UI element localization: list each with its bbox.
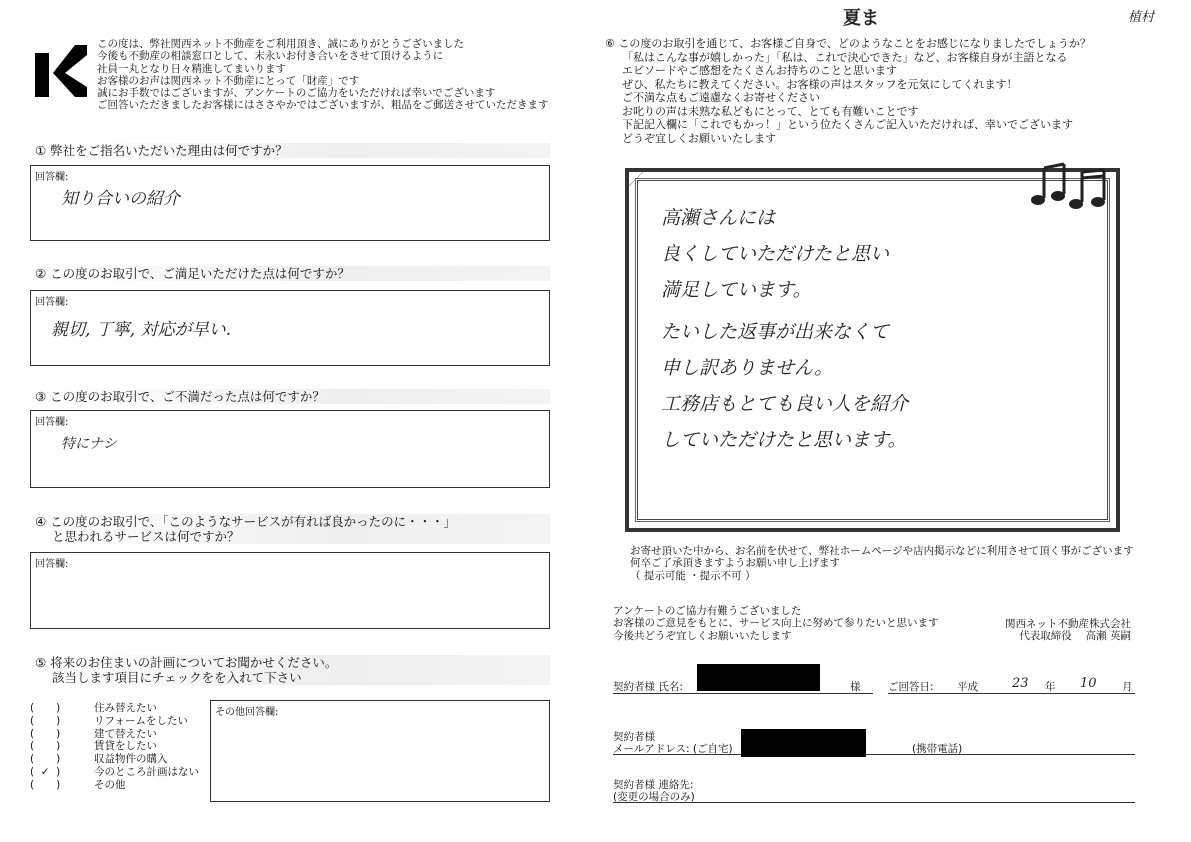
intro-text <box>97 38 549 112</box>
option-label: 収益物件の購入 <box>94 753 168 766</box>
q4-question <box>35 514 550 544</box>
redacted-name <box>697 664 820 691</box>
q2-question: ② この度のお取引で、ご満足いただけた点は何ですか？ <box>35 266 550 281</box>
email-label-line: メールアドレス: (ご自宅) <box>613 743 733 756</box>
plan-option[interactable] <box>30 702 199 715</box>
year-unit: 年 <box>1045 681 1056 693</box>
q3-question: ③ この度のお取引で、ご不満だった点は何ですか？ <box>35 389 550 404</box>
email-label <box>613 731 733 756</box>
q2-answer-box[interactable] <box>30 290 550 366</box>
q1-answer-box[interactable] <box>30 165 550 241</box>
answer-line: 満足しています。 <box>661 279 812 301</box>
answer-year: 23 <box>1012 676 1029 691</box>
handwritten-note: 夏ま <box>843 8 879 29</box>
q6-line: ぜひ、私たちに教えてください。お客様の声はスタッフを元気にしてくれます！ <box>622 77 1018 91</box>
q6-answer <box>661 200 908 458</box>
answer-line: していただけたと思います。 <box>661 429 907 451</box>
checkbox[interactable]: ( ) <box>30 714 61 727</box>
option-label: 賃貸をしたい <box>94 740 157 753</box>
company-logo <box>35 45 87 97</box>
q5-question <box>35 655 550 685</box>
intro-line: 社員一丸となり日々精進してまいります <box>97 62 286 75</box>
plan-option[interactable] <box>30 766 199 779</box>
checkbox[interactable]: ( ) <box>30 753 61 766</box>
answer-label: 回答欄: <box>35 172 69 183</box>
other-answer-label: その他回答欄: <box>215 707 279 718</box>
answer-line: 高瀬さんには <box>661 207 776 229</box>
notice-line: お寄せ頂いた中から、お名前を伏せて、弊社ホームページや店内掲示などに利用させて頂く事がございます <box>630 545 1134 557</box>
q3-answer-box[interactable] <box>30 410 550 488</box>
option-label: 建て替えたい <box>94 727 157 740</box>
company-signature <box>1005 618 1131 643</box>
intro-line: この度は、弊社関西ネット不動産をご利用頂き、誠にありがとうございました <box>97 38 465 50</box>
thanks-line: アンケートのご協力有難うございました <box>613 605 802 617</box>
thanks-line: 今後共どうぞ宜しくお願いいたします <box>613 629 792 642</box>
answer-label: 回答欄: <box>35 417 69 428</box>
name-label: 契約者様 氏名: <box>613 681 683 693</box>
company-name: 関西ネット不動産株式会社 <box>1005 618 1131 630</box>
era: 平成 <box>957 681 978 693</box>
checkbox[interactable]: ( ) <box>30 778 61 791</box>
checkbox[interactable]: ( ) <box>30 702 61 714</box>
q6-line: エピソードやご感想をたくさんお持ちのことと思います <box>622 64 897 77</box>
q5-other-answer-box[interactable] <box>210 700 550 802</box>
q5-options <box>30 702 199 792</box>
checkbox[interactable]: ( ) <box>30 740 61 753</box>
publication-notice <box>630 545 1134 582</box>
contact-label-line: (変更の場合のみ) <box>613 791 695 804</box>
mobile-label: (携帯電話) <box>912 743 963 755</box>
handwritten-note: 植村 <box>1128 10 1155 25</box>
option-label: 住み替えたい <box>94 702 157 714</box>
checkbox[interactable]: ( ) <box>30 727 61 740</box>
option-label: リフォームをしたい <box>94 714 188 727</box>
q1-question: ① 弊社をご指名いただいた理由は何ですか？ <box>35 143 550 158</box>
q2-answer: 親切, 丁寧, 対応が早い. <box>51 320 232 340</box>
q6-line: ⑥ この度のお取引を通じて、お客様ご自身で、どのようなことをお感じになりましたでしょうか？ <box>605 37 1091 50</box>
q6-line: 「私はこんな事が嬉しかった」「私は、これで決心できた」など、お客様自身が主語となる <box>622 50 1068 64</box>
intro-line: ご回答いただきましたお客様にはささやかではございますが、粗品をご郵送させていただきます <box>97 99 549 112</box>
date-label: ご回答日: <box>888 681 934 693</box>
answer-month: 10 <box>1080 676 1097 691</box>
name-suffix: 様 <box>850 681 861 693</box>
plan-option[interactable] <box>30 715 199 728</box>
q3-answer: 特にナシ <box>61 436 117 452</box>
plan-option[interactable] <box>30 728 199 741</box>
checkbox[interactable]: ( ✓ ) <box>30 765 61 778</box>
answer-line: 工務店もとても良い人を紹介 <box>661 393 909 415</box>
answer-line: 申し訳ありません。 <box>661 357 834 379</box>
month-unit: 月 <box>1122 681 1133 693</box>
answer-label: 回答欄: <box>35 297 69 308</box>
q6-line: ご不満な点もご遠慮なくお寄せください <box>622 91 820 104</box>
notice-line: 何卒ご了承頂きますようお願い申し上げます <box>630 557 840 570</box>
option-label: その他 <box>94 778 126 791</box>
intro-line: 今後も不動産の相談窓口として、末永いお付き合いをさせて頂けるように <box>97 50 444 63</box>
music-notes-icon <box>1030 158 1120 216</box>
contact-label-line: 契約者様 連絡先: <box>613 779 694 791</box>
contact-label <box>613 779 695 804</box>
q6-line: 下記記入欄に「これでもかっ！」という位たくさんご記入いただければ、幸いでございます <box>622 118 1073 131</box>
check-mark-icon: ✓ <box>40 765 50 778</box>
thanks-line: お客様のご意見をもとに、サービス向上に努めて参りたいと思います <box>613 617 939 630</box>
plan-option[interactable] <box>30 753 199 766</box>
q5-question-line: ⑤ 将来のお住まいの計画についてお聞かせください。 <box>35 655 338 670</box>
q6-line: お叱りの声は未熟な私どもにとって、とても有難いことです <box>622 104 919 118</box>
plan-option[interactable] <box>30 740 199 753</box>
q4-question-line: と思われるサービスは何ですか？ <box>52 529 240 544</box>
q4-answer-box[interactable] <box>30 552 550 629</box>
intro-line: お客様のお声は関西ネット不動産にとって「財産」です <box>97 74 360 87</box>
q4-question-line: ④ この度のお取引で、「このようなサービスが有れば良かったのに・・・」 <box>35 514 457 529</box>
answer-line: たいした返事が出来なくて <box>661 321 890 343</box>
answer-line: 良くしていただけたと思い <box>661 243 890 265</box>
answer-label: 回答欄: <box>35 559 69 570</box>
email-label-line: 契約者様 <box>613 731 655 743</box>
intro-line: 誠にお手数ではございますが、アンケートのご協力をいただければ幸いでございます <box>97 87 496 100</box>
q6-line: どうぞ宜しくお願いいたします <box>622 131 776 145</box>
q6-question <box>605 37 1091 145</box>
representative: 代表取締役 高瀬 英嗣 <box>1019 630 1131 643</box>
plan-option[interactable] <box>30 779 199 792</box>
publication-choice[interactable]: （ 提示可能 ・提示不可 ） <box>630 569 756 582</box>
q5-question-line: 該当します項目にチェックをを入れて下さい <box>52 670 302 685</box>
thanks-text <box>613 605 939 642</box>
q1-answer: 知り合いの紹介 <box>61 189 180 209</box>
option-label: 今のところ計画はない <box>94 765 199 778</box>
q6-answer-frame[interactable] <box>625 168 1120 532</box>
redacted-email <box>741 729 866 757</box>
